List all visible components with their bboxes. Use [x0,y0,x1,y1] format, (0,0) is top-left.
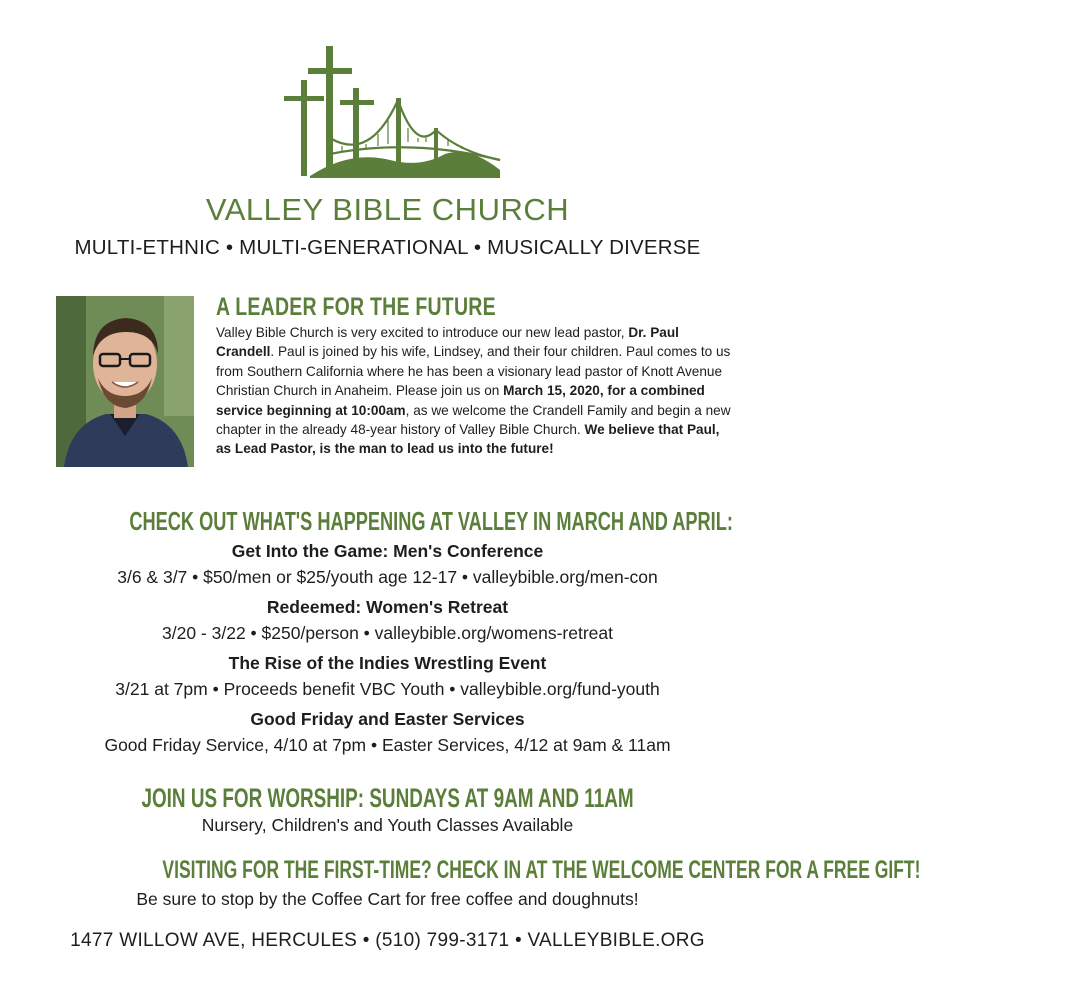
leader-paragraph [216,323,736,459]
event-detail: 3/21 at 7pm • Proceeds benefit VBC Youth • valleybible.org/fund-youth [115,679,660,699]
pastor-name: Dr. Paul Crandell [216,325,679,360]
event-name: Redeemed: Women's Retreat [266,597,509,617]
events-heading-text: CHECK OUT WHAT'S HAPPENING AT VALLEY IN MARCH AND APRIL: [129,506,733,536]
pastor-portrait-icon [56,296,194,467]
event-name: The Rise of the Indies Wrestling Event [228,653,547,673]
three-crosses-bridge-logo-icon [270,42,510,182]
visit-subtitle: Be sure to stop by the Coffee Cart for free coffee and doughnuts! [136,889,639,909]
events-heading [0,506,775,537]
event-name: Good Friday and Easter Services [250,709,525,729]
pastor-portrait [56,296,194,467]
leader-intro: Valley Bible Church is very excited to introduce our new lead pastor, [216,325,625,340]
event-detail: 3/6 & 3/7 • $50/men or $25/youth age 12-17 • valleybible.org/men-con [117,567,658,587]
footer-contact: 1477 WILLOW AVE, HERCULES • (510) 799-3171 • VALLEYBIBLE.ORG [70,930,705,951]
service-date: March 15, 2020, for a combined service beginning at 10:00am [216,383,705,418]
leader-family: . Paul is joined by his wife, Lindsey, and their four children. Paul comes to us from Southern California where he has been a visionary lead pastor of Knott Avenue Christian Church in Anaheim. Please join us on [216,344,731,399]
church-tagline: MULTI-ETHNIC • MULTI-GENERATIONAL • MUSICALLY DIVERSE [74,236,701,259]
event-name: Get Into the Game: Men's Conference [231,541,544,561]
visit-heading [0,856,921,885]
event-detail: Good Friday Service, 4/10 at 7pm • Easter Services, 4/12 at 9am & 11am [104,735,671,755]
worship-heading [0,783,775,814]
leader-closing: We believe that Paul, as Lead Pastor, is the man to lead us into the future! [216,422,720,457]
church-name: VALLEY BIBLE CHURCH [205,192,570,227]
leader-welcome: , as we welcome the Crandell Family and begin a new chapter in the already 48-year history of Valley Bible Church. [216,402,731,438]
worship-heading-text: JOIN US FOR WORSHIP: SUNDAYS AT 9AM AND 11AM [141,783,634,813]
leader-title: A LEADER FOR THE FUTURE [216,293,496,321]
church-logo [270,42,510,182]
event-detail: 3/20 - 3/22 • $250/person • valleybible.org/womens-retreat [162,623,613,643]
worship-subtitle: Nursery, Children's and Youth Classes Available [201,815,574,835]
visit-heading-text: VISITING FOR THE FIRST-TIME? CHECK IN AT THE WELCOME CENTER FOR A FREE GIFT! [162,856,921,884]
